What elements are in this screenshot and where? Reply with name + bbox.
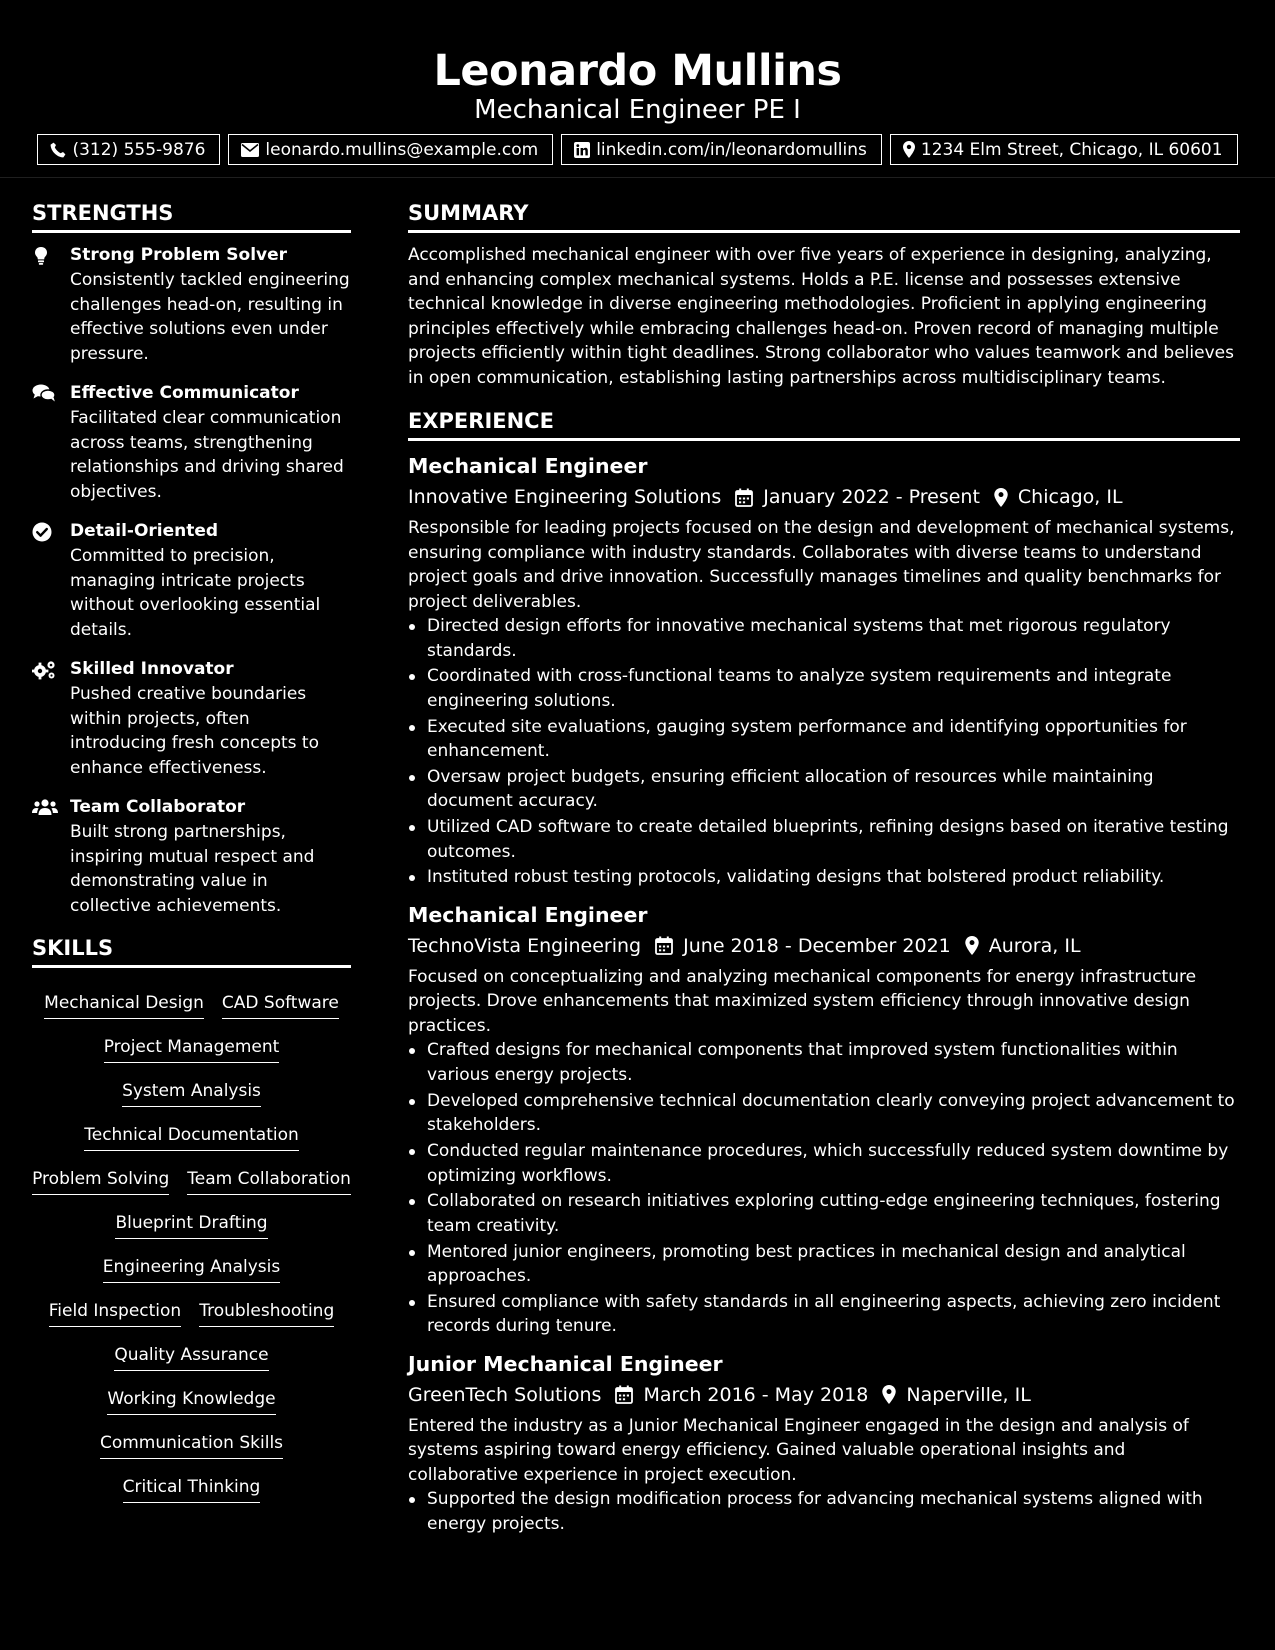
resume-header [0, 0, 1275, 178]
strength-item [32, 519, 351, 642]
job-meta [408, 1379, 1240, 1411]
job-company: GreenTech Solutions [408, 1383, 602, 1406]
strength-description: Consistently tackled engineering challenges head-on, resulting in effective solutions even under pressure. [70, 270, 350, 364]
map-pin-icon [882, 1385, 896, 1404]
lightbulb-icon [32, 246, 50, 266]
chat-bubbles-icon [32, 384, 56, 402]
strength-title: Skilled Innovator [70, 659, 234, 679]
contact-phone[interactable] [37, 134, 220, 165]
strength-description: Built strong partnerships, inspiring mutual respect and demonstrating value in collective achievements. [70, 822, 315, 916]
job-bullet: Coordinated with cross-functional teams to analyze system requirements and integrate engineering solutions. [408, 664, 1240, 713]
job-title: Junior Mechanical Engineer [408, 1351, 723, 1376]
users-icon [32, 798, 58, 816]
gears-icon [32, 660, 56, 680]
contact-address-text: 1234 Elm Street, Chicago, IL 60601 [920, 139, 1223, 160]
job-bullet: Executed site evaluations, gauging system performance and identifying opportunities for enhancement. [408, 715, 1240, 764]
experience-heading: EXPERIENCE [408, 406, 1240, 441]
job-bullets [408, 614, 1240, 890]
map-pin-icon [903, 141, 915, 158]
strength-description: Facilitated clear communication across teams, strengthening relationships and driving shared objectives. [70, 408, 344, 502]
linkedin-icon [574, 142, 590, 158]
job-dates: March 2016 - May 2018 [643, 1383, 869, 1406]
job-bullet: Conducted regular maintenance procedures, which successfully reduced system downtime by optimizing workflows. [408, 1139, 1240, 1188]
skill-tag: Mechanical Design [44, 990, 204, 1019]
strength-item [32, 795, 351, 918]
job-meta [408, 930, 1240, 962]
job-description: Responsible for leading projects focused on the design and development of mechanical systems, ensuring compliance with industry standards. Collaborates with diverse teams to understand project goals and drive innovation. Successfully manages timelines and quality benchmarks for project deliverables. [408, 518, 1235, 612]
check-circle-icon [32, 522, 52, 542]
map-pin-icon [965, 936, 979, 955]
job-bullet: Crafted designs for mechanical components that improved system functionalities within various energy projects. [408, 1038, 1240, 1087]
skill-tag: Field Inspection [49, 1298, 181, 1327]
job-bullet: Developed comprehensive technical documentation clearly conveying project advancement to stakeholders. [408, 1089, 1240, 1138]
strength-item [32, 381, 351, 504]
calendar-icon [655, 936, 673, 955]
job-bullets [408, 1038, 1240, 1338]
job-company: TechnoVista Engineering [408, 934, 642, 957]
skill-tag: Communication Skills [100, 1430, 283, 1459]
skill-tag: Engineering Analysis [103, 1254, 280, 1283]
skill-tag: Working Knowledge [107, 1386, 275, 1415]
job-bullet: Supported the design modification process for advancing mechanical systems aligned with energy projects. [408, 1487, 1240, 1536]
strength-description: Pushed creative boundaries within projects, often introducing fresh concepts to enhance effectiveness. [70, 684, 319, 778]
job-bullet: Ensured compliance with safety standards in all engineering aspects, achieving zero incident records during tenure. [408, 1290, 1240, 1339]
strength-description: Committed to precision, managing intricate projects without overlooking essential details. [70, 546, 321, 640]
phone-icon [50, 142, 66, 158]
skill-tag: Blueprint Drafting [115, 1210, 267, 1239]
job-bullets [408, 1487, 1240, 1536]
map-pin-icon [994, 488, 1008, 507]
skill-tag: CAD Software [222, 990, 339, 1019]
strength-title: Detail-Oriented [70, 521, 219, 541]
skill-tag: Troubleshooting [199, 1298, 334, 1327]
skill-tag: Critical Thinking [123, 1474, 261, 1503]
experience-entry [408, 900, 1240, 1339]
job-location: Chicago, IL [1017, 486, 1123, 508]
contact-linkedin[interactable] [561, 134, 882, 165]
strength-title: Team Collaborator [70, 797, 246, 817]
envelope-icon [241, 143, 259, 157]
job-description: Entered the industry as a Junior Mechanical Engineer engaged in the design and analysis of systems aspiring toward energy efficiency. Gained valuable operational insights and collaborative experience in project execution. [408, 1415, 1189, 1485]
summary-heading: SUMMARY [408, 198, 1240, 233]
job-description: Focused on conceptualizing and analyzing mechanical components for energy infrastructure projects. Drove enhancements that maximized system efficiency through innovative design practices. [408, 966, 1197, 1036]
job-title: Mechanical Engineer [408, 902, 648, 927]
job-dates: June 2018 - December 2021 [683, 934, 951, 957]
skills-heading: SKILLS [32, 933, 351, 968]
job-bullet: Instituted robust testing protocols, validating designs that bolstered product reliability. [408, 865, 1240, 890]
job-dates: January 2022 - Present [763, 486, 980, 508]
strength-item [32, 243, 351, 366]
job-bullet: Directed design efforts for innovative mechanical systems that met rigorous regulatory standards. [408, 614, 1240, 663]
skill-tag: Team Collaboration [187, 1166, 351, 1195]
contact-email[interactable] [228, 134, 553, 165]
job-bullet: Mentored junior engineers, promoting best practices in mechanical design and analytical approaches. [408, 1240, 1240, 1289]
job-title: Mechanical Engineer [408, 454, 648, 478]
experience-entry [408, 451, 1240, 890]
calendar-icon [615, 1385, 633, 1404]
candidate-name: Leonardo Mullins [433, 46, 842, 96]
strengths-heading: STRENGTHS [32, 198, 351, 233]
strength-title: Effective Communicator [70, 383, 299, 403]
contact-linkedin-text: linkedin.com/in/leonardomullins [596, 139, 867, 160]
summary-text: Accomplished mechanical engineer with over five years of experience in designing, analyzing, and enhancing complex mechanical systems. Holds a P.E. license and possesses extensive technical knowledge in diverse engineering methodologies. Proficient in applying engineering principles effectively while embracing challenges head-on. Proven record of managing multiple projects efficiently within tight deadlines. Strong collaborator who values teamwork and believes in open communication, establishing lasting partnerships across multidisciplinary teams. [408, 245, 1234, 388]
contact-address[interactable] [890, 134, 1238, 165]
skill-tag: Quality Assurance [114, 1342, 268, 1371]
skill-tag: Project Management [104, 1034, 280, 1063]
contact-phone-text: (312) 555-9876 [72, 139, 206, 160]
skills-list [32, 978, 351, 1503]
strength-item [32, 657, 351, 780]
job-location: Naperville, IL [906, 1383, 1031, 1406]
job-location: Aurora, IL [988, 934, 1081, 957]
left-column [32, 198, 351, 1503]
strength-title: Strong Problem Solver [70, 245, 288, 265]
calendar-icon [735, 488, 753, 507]
job-company: Innovative Engineering Solutions [408, 486, 722, 508]
job-bullet: Collaborated on research initiatives exploring cutting-edge engineering techniques, fostering team creativity. [408, 1189, 1240, 1238]
job-bullet: Utilized CAD software to create detailed blueprints, refining designs based on iterative testing outcomes. [408, 815, 1240, 864]
experience-entry [408, 1349, 1240, 1537]
candidate-headline: Mechanical Engineer PE I [474, 95, 801, 125]
skill-tag: System Analysis [122, 1078, 261, 1107]
contact-bar [0, 134, 1275, 165]
skill-tag: Technical Documentation [84, 1122, 299, 1151]
job-bullet: Oversaw project budgets, ensuring efficient allocation of resources while maintaining document accuracy. [408, 765, 1240, 814]
job-meta [408, 481, 1240, 513]
right-column [408, 198, 1240, 1546]
skill-tag: Problem Solving [32, 1166, 169, 1195]
contact-email-text: leonardo.mullins@example.com [265, 139, 539, 160]
